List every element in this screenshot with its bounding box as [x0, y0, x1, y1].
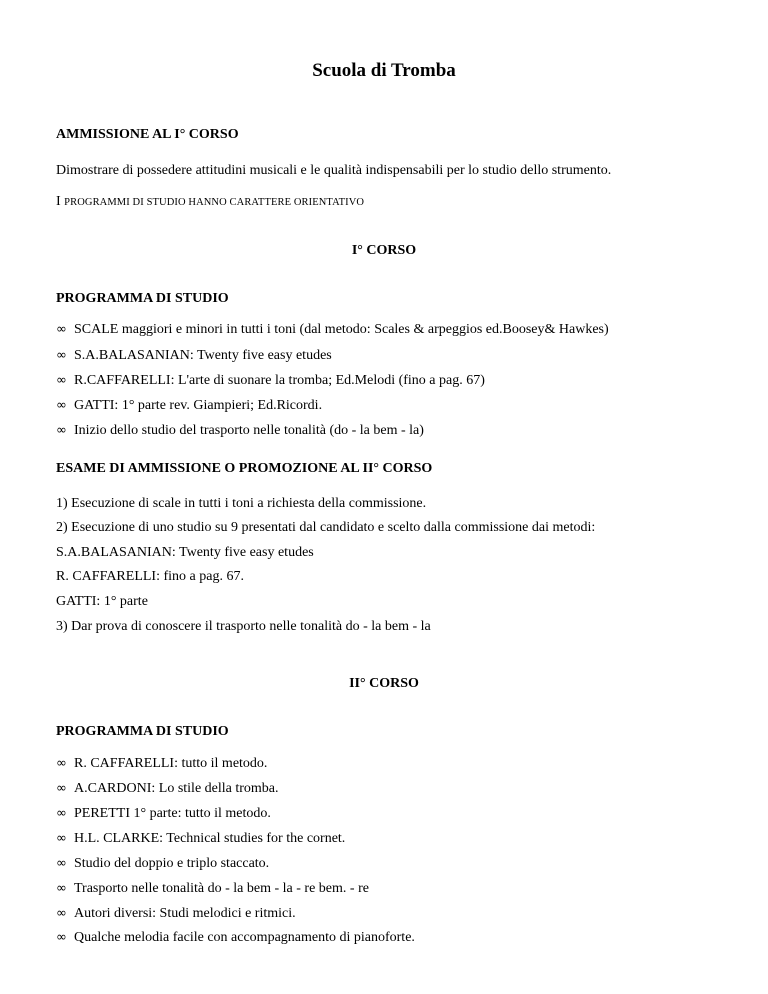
- bullet-icon: ∞: [56, 348, 67, 363]
- exam-heading: ESAME DI AMMISSIONE O PROMOZIONE AL II° CORSO: [56, 461, 433, 476]
- orientative-note: [56, 194, 364, 210]
- course2-item: ∞ Autori diversi: Studi melodici e ritmici.: [56, 906, 296, 921]
- course2-item: ∞ Studio del doppio e triplo staccato.: [56, 856, 270, 871]
- course2-item: ∞ R. CAFFARELLI: tutto il metodo.: [56, 756, 268, 771]
- course1-item: ∞ GATTI: 1° parte rev. Giampieri; Ed.Ricordi.: [56, 398, 323, 413]
- bullet-icon: ∞: [56, 906, 67, 921]
- course1-item: ∞ R.CAFFARELLI: L'arte di suonare la tromba; Ed.Melodi (fino a pag. 67): [56, 373, 485, 388]
- exam-line: R. CAFFARELLI: fino a pag. 67.: [56, 569, 244, 584]
- course2-heading: II° CORSO: [349, 676, 419, 691]
- course1-item: ∞ S.A.BALASANIAN: Twenty five easy etudes: [56, 348, 332, 363]
- course1-heading: I° CORSO: [351, 243, 417, 258]
- bullet-icon: ∞: [56, 398, 67, 413]
- course2-item: ∞ Trasporto nelle tonalità do - la bem - la - re bem. - re: [56, 881, 369, 896]
- exam-line: GATTI: 1° parte: [56, 594, 148, 609]
- bullet-icon: ∞: [56, 756, 67, 771]
- course2-item: ∞ PERETTI 1° parte: tutto il metodo.: [56, 806, 271, 821]
- course2-program-heading: PROGRAMMA DI STUDIO: [56, 724, 229, 739]
- bullet-icon: ∞: [56, 322, 67, 337]
- bullet-icon: ∞: [56, 831, 67, 846]
- page-title: Scuola di Tromba: [312, 60, 456, 81]
- bullet-icon: ∞: [56, 856, 67, 871]
- course2-item: ∞ Qualche melodia facile con accompagnamento di pianoforte.: [56, 930, 415, 945]
- course1-item: ∞ Inizio dello studio del trasporto nelle tonalità (do - la bem - la): [56, 423, 424, 438]
- course2-item: ∞ H.L. CLARKE: Technical studies for the cornet.: [56, 831, 346, 846]
- course1-program-heading: PROGRAMMA DI STUDIO: [56, 291, 229, 306]
- exam-line: S.A.BALASANIAN: Twenty five easy etudes: [56, 545, 314, 560]
- exam-line: 1) Esecuzione di scale in tutti i toni a richiesta della commissione.: [56, 496, 427, 511]
- admission-heading: AMMISSIONE AL I° CORSO: [56, 127, 239, 142]
- orientative-note-text: PROGRAMMI DI STUDIO HANNO CARATTERE ORIENTATIVO: [64, 197, 365, 208]
- bullet-icon: ∞: [56, 373, 67, 388]
- bullet-icon: ∞: [56, 881, 67, 896]
- bullet-icon: ∞: [56, 423, 67, 438]
- orientative-note-initial: I: [56, 194, 61, 209]
- bullet-icon: ∞: [56, 781, 67, 796]
- course2-item: ∞ A.CARDONI: Lo stile della tromba.: [56, 781, 279, 796]
- exam-line: 3) Dar prova di conoscere il trasporto nelle tonalità do - la bem - la: [56, 619, 431, 634]
- course1-item: ∞ SCALE maggiori e minori in tutti i toni (dal metodo: Scales & arpeggios ed.Boosey& Hawkes): [56, 322, 609, 337]
- admission-text: Dimostrare di possedere attitudini musicali e le qualità indispensabili per lo studio dello strumento.: [56, 163, 612, 178]
- bullet-icon: ∞: [56, 930, 67, 945]
- bullet-icon: ∞: [56, 806, 67, 821]
- exam-line: 2) Esecuzione di uno studio su 9 presentati dal candidato e scelto dalla commissione dai metodi:: [56, 520, 596, 535]
